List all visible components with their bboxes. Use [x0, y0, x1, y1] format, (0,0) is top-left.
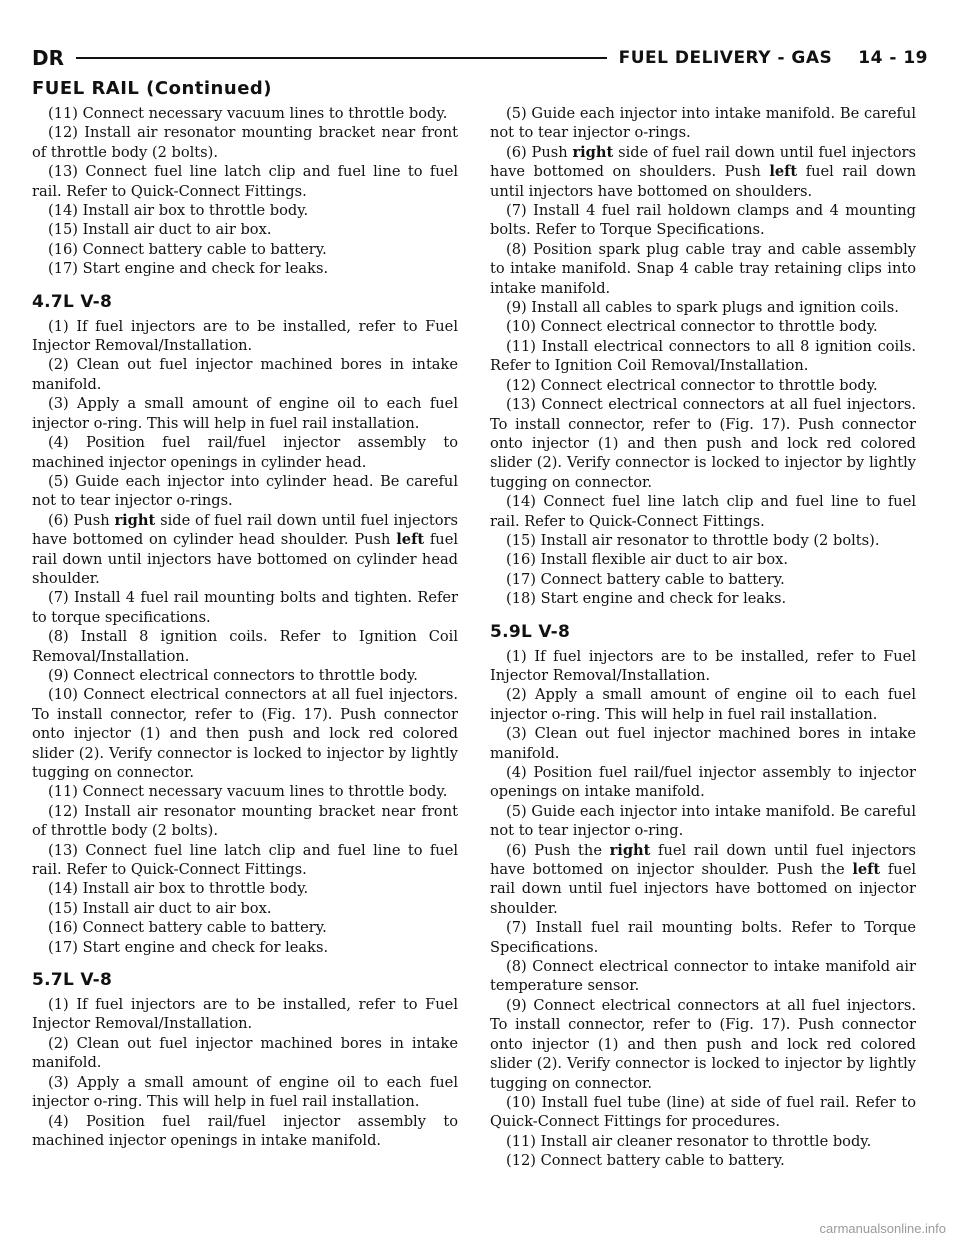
step: (13) Connect fuel line latch clip and fuel line to fuel rail. Refer to Quick-Connect Fittings. — [32, 163, 458, 200]
step: (5) Guide each injector into intake manifold. Be careful not to tear injector o-rings. — [490, 105, 916, 142]
step: (12) Install air resonator mounting bracket near front of throttle body (2 bolts). — [32, 802, 458, 840]
step-text: (6) Push — [506, 143, 573, 161]
right-column — [490, 104, 916, 1171]
step-bold: left — [396, 531, 425, 549]
step-text: side of fuel rail down until fuel injectors have bottomed on cylinder head shoulder. Push — [32, 511, 458, 549]
step: (11) Connect necessary vacuum lines to throttle body. — [48, 105, 448, 122]
step: (2) Clean out fuel injector machined bores in intake manifold. — [32, 1034, 458, 1072]
step-bold: right — [572, 143, 614, 161]
step: (17) Connect battery cable to battery. — [506, 570, 785, 588]
step-text: fuel rail down until injectors have bottomed on shoulders. — [490, 163, 916, 200]
step: (8) Install 8 ignition coils. Refer to Ignition Coil Removal/Installation. — [32, 628, 458, 665]
step-text: fuel rail down until fuel injectors have bottomed on injector shoulder. — [490, 861, 916, 917]
step: (2) Clean out fuel injector machined bores in intake manifold. — [32, 356, 458, 393]
section-heading-5-7l: 5.7L V-8 — [32, 970, 113, 991]
step: (12) Connect electrical connector to throttle body. — [506, 376, 878, 394]
step: (15) Install air resonator to throttle body (2 bolts). — [506, 531, 880, 549]
step-text: side of fuel rail down until fuel injectors have bottomed on shoulders. Push — [490, 143, 916, 181]
step: (7) Install fuel rail mounting bolts. Refer to Torque Specifications. — [490, 919, 916, 956]
step: (13) Connect electrical connectors at all fuel injectors. To install connector, refer to (Fig. 17). Push connector onto injector (1) and then push and lock red colored slider (2). Verify connector is locked to injector by lightly tugging on connector. — [490, 396, 916, 491]
step: (13) Connect fuel line latch clip and fuel line to fuel rail. Refer to Quick-Connect Fittings. — [32, 841, 458, 879]
step: (4) Position fuel rail/fuel injector assembly to machined injector openings in cylinder head. — [32, 434, 458, 471]
section-heading-5-9l: 5.9L V-8 — [490, 621, 571, 642]
step: (16) Connect battery cable to battery. — [48, 240, 327, 258]
step: (2) Apply a small amount of engine oil to each fuel injector o-ring. This will help in fuel rail installation. — [490, 686, 916, 723]
step: (3) Apply a small amount of engine oil to each fuel injector o-ring. This will help in fuel rail installation. — [32, 395, 458, 432]
step: (5) Guide each injector into intake manifold. Be careful not to tear injector o-ring. — [490, 802, 916, 840]
step-text: fuel rail down until fuel injectors have bottomed on injector shoulder. Push the — [490, 841, 916, 879]
watermark: carmanualsonline.info — [819, 1221, 946, 1236]
step: (5) Guide each injector into cylinder head. Be careful not to tear injector o-rings. — [32, 472, 458, 510]
step: (11) Connect necessary vacuum lines to throttle body. — [48, 783, 448, 801]
step-bold: right — [609, 841, 651, 859]
step: (15) Install air duct to air box. — [48, 899, 272, 917]
step-text: fuel rail down until injectors have bottomed on cylinder head shoulder. — [32, 531, 458, 587]
step: (10) Connect electrical connectors at all fuel injectors. To install connector, refer to (Fig. 17). Push connector onto injector (1) and then push and lock red colored slider (2). Verify connector is locked to injector by lightly tugging on connector. — [32, 686, 458, 781]
step: (11) Install air cleaner resonator to throttle body. — [506, 1132, 872, 1150]
left-column — [32, 104, 458, 1150]
step: (17) Start engine and check for leaks. — [48, 260, 329, 278]
step: (1) If fuel injectors are to be installed, refer to Fuel Injector Removal/Installation. — [490, 647, 916, 684]
step: (1) If fuel injectors are to be installed, refer to Fuel Injector Removal/Installation. — [32, 996, 458, 1033]
step: (3) Apply a small amount of engine oil to each fuel injector o-ring. This will help in fuel rail installation. — [32, 1073, 458, 1111]
header-section: FUEL DELIVERY - GAS — [618, 48, 833, 68]
step: (10) Connect electrical connector to throttle body. — [506, 318, 878, 336]
step: (7) Install 4 fuel rail holdown clamps and 4 mounting bolts. Refer to Torque Specifications. — [490, 202, 916, 239]
section-heading-4-7l: 4.7L V-8 — [32, 291, 113, 312]
step: (3) Clean out fuel injector machined bores in intake manifold. — [490, 725, 916, 762]
step: (10) Install fuel tube (line) at side of fuel rail. Refer to Quick-Connect Fittings for procedures. — [490, 1093, 916, 1131]
step: (14) Install air box to throttle body. — [48, 880, 309, 898]
continued-title: FUEL RAIL (Continued) — [32, 78, 273, 99]
step: (16) Install flexible air duct to air box. — [506, 551, 789, 569]
step: (8) Connect electrical connector to intake manifold air temperature sensor. — [490, 958, 916, 995]
step: (8) Position spark plug cable tray and cable assembly to intake manifold. Snap 4 cable tray retaining clips into intake manifold. — [490, 240, 916, 297]
step: (12) Connect battery cable to battery. — [506, 1152, 785, 1170]
step: (14) Install air box to throttle body. — [48, 202, 309, 220]
header-page-number: 14 - 19 — [858, 48, 928, 68]
step-bold: right — [114, 511, 156, 529]
step: (11) Install electrical connectors to all 8 ignition coils. Refer to Ignition Coil Removal/Installation. — [490, 337, 916, 375]
step: (4) Position fuel rail/fuel injector assembly to machined injector openings in intake manifold. — [32, 1112, 458, 1149]
step-text: (6) Push — [48, 511, 115, 529]
step: (9) Connect electrical connectors at all fuel injectors. To install connector, refer to (Fig. 17). Push connector onto injector (1) and then push and lock red colored slider (2). Verify connector is locked to injector by lightly tugging on connector. — [490, 996, 916, 1092]
step: (4) Position fuel rail/fuel injector assembly to injector openings on intake manifold. — [490, 764, 916, 801]
step: (12) Install air resonator mounting bracket near front of throttle body (2 bolts). — [32, 124, 458, 161]
header-right — [607, 40, 928, 76]
page-header — [32, 40, 928, 76]
step — [490, 143, 916, 201]
step: (16) Connect battery cable to battery. — [48, 919, 327, 937]
step: (1) If fuel injectors are to be installed, refer to Fuel Injector Removal/Installation. — [32, 317, 458, 355]
step: (14) Connect fuel line latch clip and fuel line to fuel rail. Refer to Quick-Connect Fittings. — [490, 493, 916, 530]
step-bold: left — [852, 861, 881, 879]
step — [490, 841, 916, 919]
header-model: DR — [32, 40, 76, 76]
step-text: (6) Push the — [506, 841, 610, 859]
step — [32, 511, 458, 589]
step: (18) Start engine and check for leaks. — [506, 590, 787, 608]
step: (9) Connect electrical connectors to throttle body. — [48, 666, 418, 684]
step: (17) Start engine and check for leaks. — [48, 938, 329, 956]
step-bold: left — [769, 163, 798, 181]
step: (15) Install air duct to air box. — [48, 221, 272, 239]
step: (9) Install all cables to spark plugs and ignition coils. — [506, 299, 899, 317]
step: (7) Install 4 fuel rail mounting bolts and tighten. Refer to torque specifications. — [32, 589, 458, 626]
